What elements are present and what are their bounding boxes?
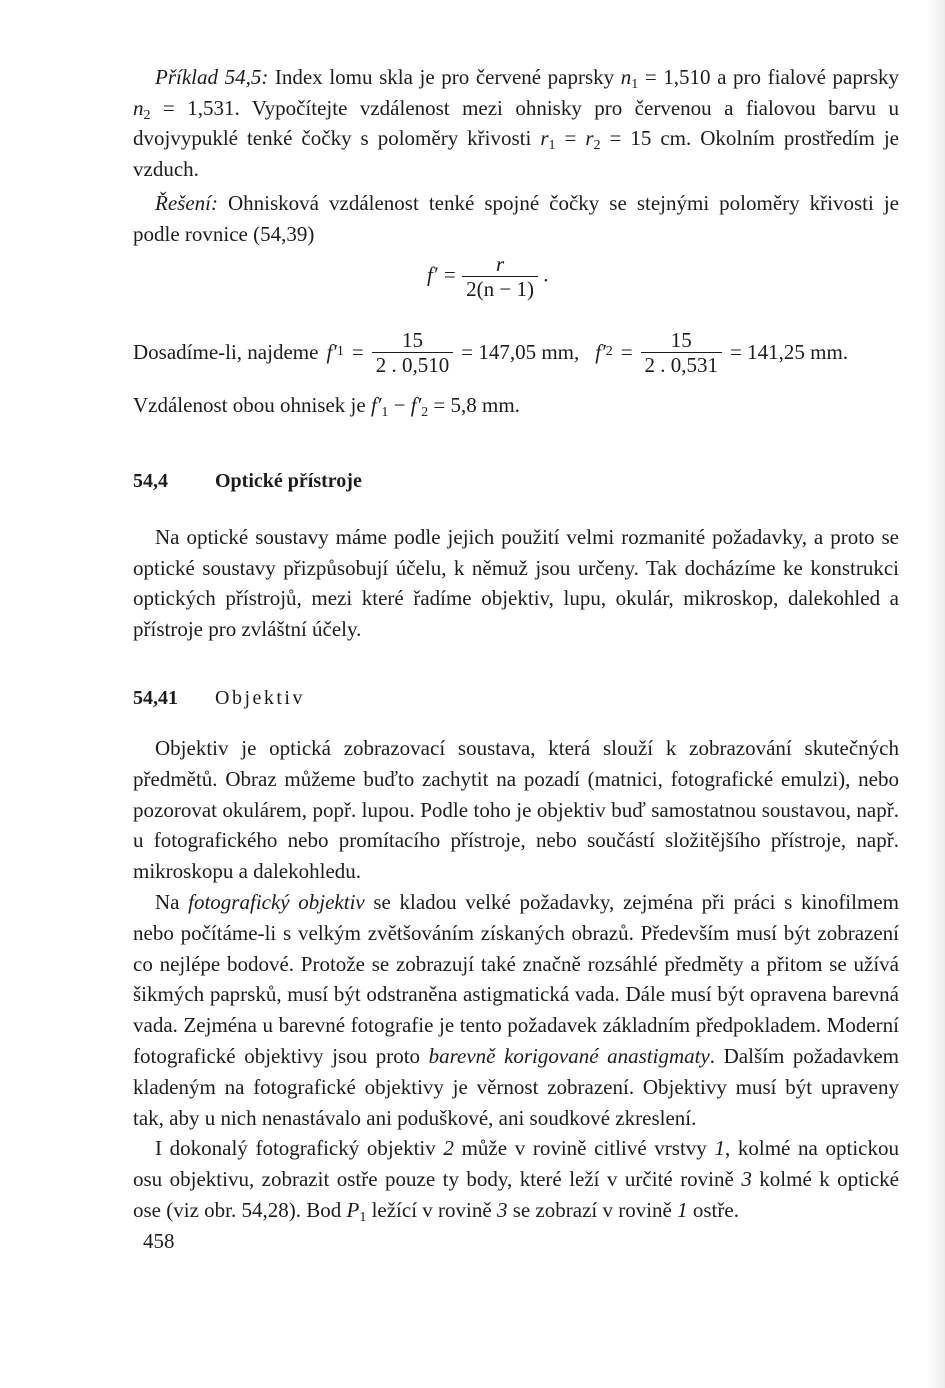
section-heading-optical-instruments: 54,4 Optické přístroje bbox=[133, 470, 362, 492]
section-optical-instruments-text: Na optické soustavy máme podle jejich použití velmi rozmanité požadavky, a proto se optické soustavy přizpůsobují účelu, k němuž jsou určeny. Tak docházíme ke konstrukci optických přístrojů, mezi které řadíme objektiv, lupu, okulár, mikroskop, dalekohled a přístroje pro zvláštní účely. bbox=[133, 525, 899, 641]
section-objective-text bbox=[133, 733, 899, 1226]
substitution-formula: Dosadíme-li, najdeme f′ 1 = $\frac{15}{2 . 0,510}$ = 147,05 mm, f′ 2 = $\frac{15}{2 . 0,531}$ = 141,25 mm. bbox=[133, 327, 849, 377]
page-number: 458 bbox=[143, 1229, 175, 1253]
objective-paragraph-2: Na fotografický objektiv se kladou velké požadavky, zejména při práci s kinofilmem nebo počítáme-li s velkým zvětšováním získaných obrazů. Především musí být zobrazení co nejlépe bodové. Protože se zobrazují také značně rozsáhlé předměty a přitom se užívá šikmých paprsků, musí být odstraněna astigmatická vada. Dále musí být opravena barevná vada. Zejména u barevné fotografie je tento požadavek základním předpokladem. Moderní fotografické objektivy jsou proto barevně korigované anastigmaty. Dalším požadavkem kladeným na fotografické objektivy je věrnost zobrazení. Objektivy musí být upraveny tak, aby u nich nenastávalo ani poduškové, ani soudkové zkreslení. bbox=[133, 889, 899, 1130]
example-paragraph: Příklad 54,5: Index lomu skla je pro červené paprsky $n_1 = 1,510$ a pro fialové paprsky $n_2 = 1,531$. Vypočítejte vzdálenost mezi ohnisky pro červenou a fialovou barvu u dvojvypuklé tenké čočky s poloměry křivosti $r_1 = r_2 = 15$ cm. Okolním prostředím je vzduch. bbox=[133, 65, 899, 181]
solution-block bbox=[133, 188, 899, 249]
f1-fraction: $\frac{15}{2 . 0,510}$ bbox=[372, 328, 454, 377]
section-heading-objective: 54,41 Objektiv bbox=[133, 687, 305, 709]
solution-label: Řešení: bbox=[155, 191, 218, 215]
objective-paragraph-1: Objektiv je optická zobrazovací soustava, která slouží k zobrazování skutečných předmětů. Obraz můžeme buďto zachytit na pozadí (matnici, fotografické emulzi), nebo pozorovat okulárem, popř. lupou. Podle toho je objektiv buď samostatnou soustavou, např. u fotografického nebo promítacího přístroje, nebo součástí složitějšího přístroje, např. mikroskopu a dalekohledu. bbox=[133, 736, 899, 884]
example-block bbox=[133, 62, 899, 184]
f2-fraction: $\frac{15}{2 . 0,531}$ bbox=[641, 328, 723, 377]
focal-distance-result: Vzdálenost obou ohnisek je $f'_1 - f'_2 = 5,8$ mm. bbox=[133, 393, 520, 420]
solution-paragraph: Řešení: Ohnisková vzdálenost tenké spojné čočky se stejnými poloměry křivosti je podle rovnice (54,39) bbox=[133, 191, 899, 246]
page-edge-shadow bbox=[927, 0, 945, 1388]
lens-focal-formula: f′ = $\frac{r}{2(n - 1)}$ . bbox=[427, 252, 549, 301]
objective-paragraph-3: I dokonalý fotografický objektiv 2 může v rovině citlivé vrstvy 1, kolmé na optickou osu objektivu, zobrazit ostře pouze ty body, které leží v určité rovině 3 kolmé k optické ose (viz obr. 54,28). Bod $P_1$ ležící v rovině 3 se zobrazí v rovině 1 ostře. bbox=[133, 1136, 899, 1225]
example-label: Příklad 54,5: bbox=[155, 65, 269, 89]
formula-fraction: $\frac{r}{2(n - 1)}$ bbox=[462, 252, 538, 301]
